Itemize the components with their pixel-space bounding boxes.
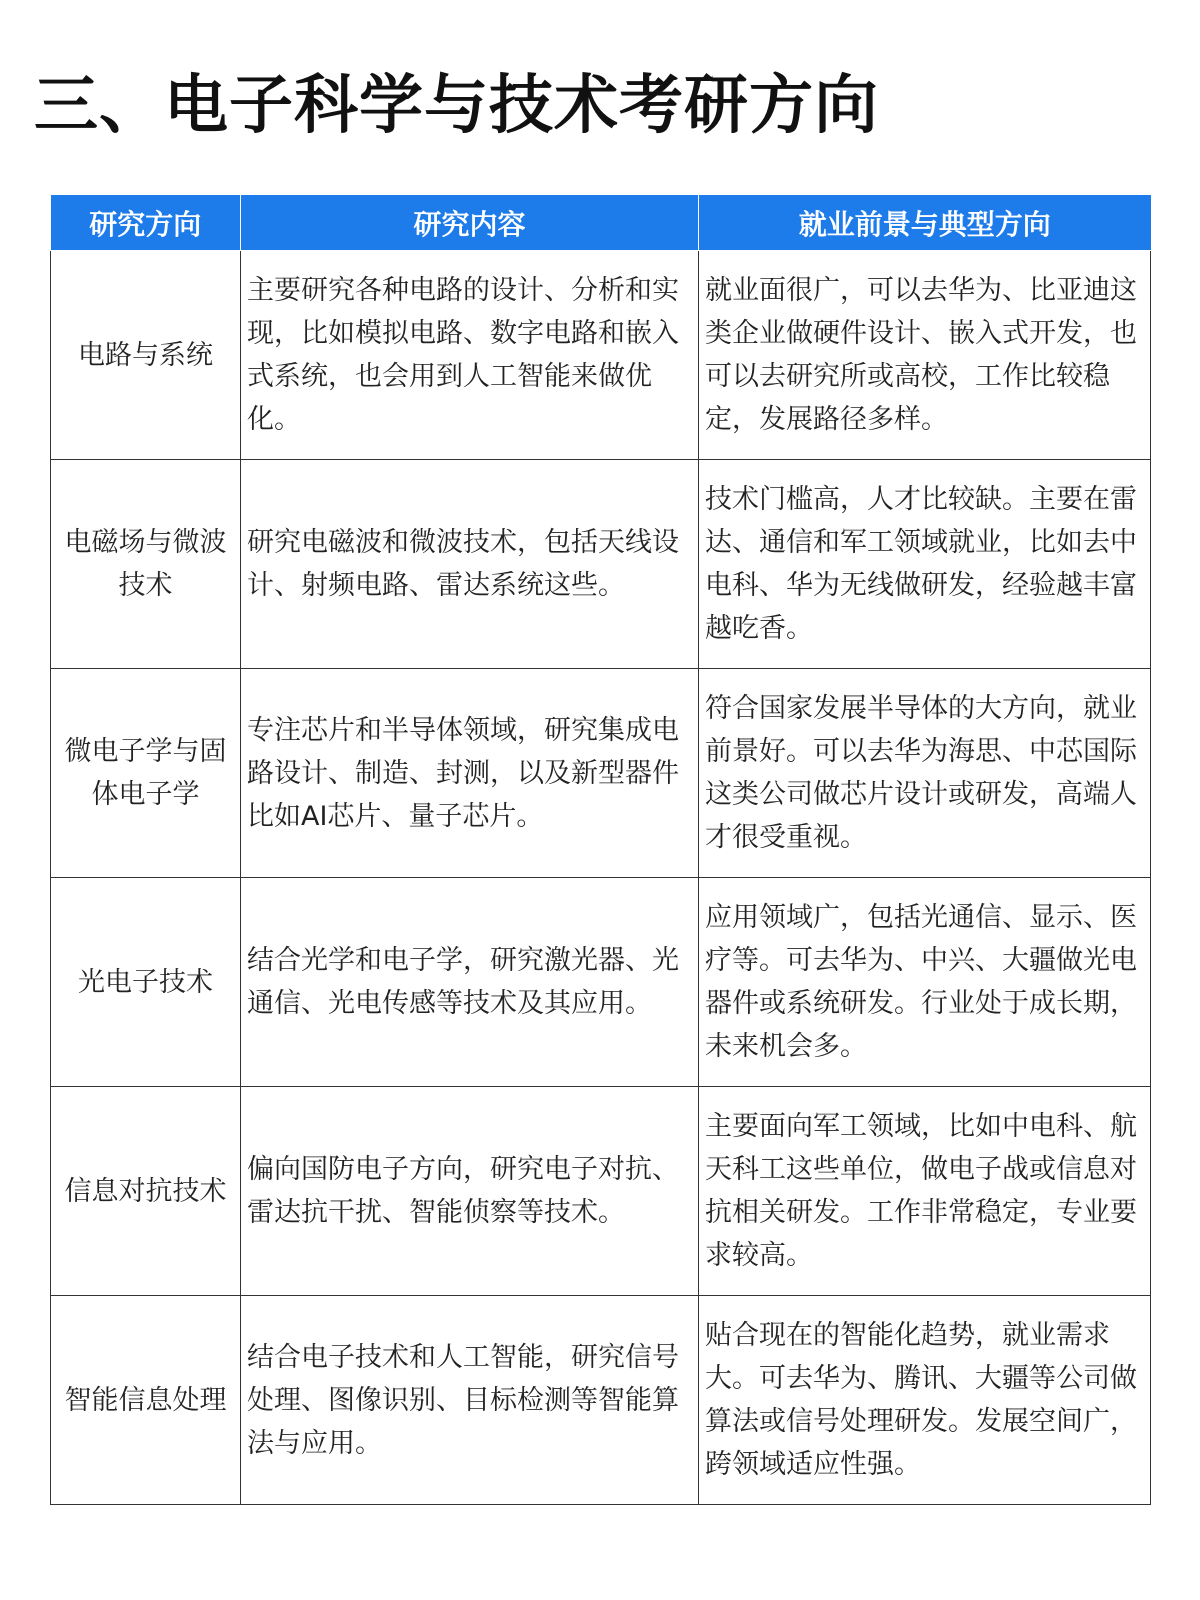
table-row xyxy=(51,878,1151,1087)
cell-content: 研究电磁波和微波技术，包括天线设计、射频电路、雷达系统这些。 xyxy=(241,460,699,669)
header-content: 研究内容 xyxy=(241,195,699,251)
table-row xyxy=(51,1296,1151,1505)
cell-direction: 智能信息处理 xyxy=(51,1296,241,1505)
research-directions-table-container xyxy=(50,195,1150,1505)
table-body xyxy=(51,251,1151,1505)
research-directions-table xyxy=(50,195,1151,1505)
cell-direction: 微电子学与固体电子学 xyxy=(51,669,241,878)
cell-content: 结合电子技术和人工智能，研究信号处理、图像识别、目标检测等智能算法与应用。 xyxy=(241,1296,699,1505)
cell-direction: 信息对抗技术 xyxy=(51,1087,241,1296)
table-header-row xyxy=(51,195,1151,251)
cell-career: 技术门槛高，人才比较缺。主要在雷达、通信和军工领域就业，比如去中电科、华为无线做研发，经验越丰富越吃香。 xyxy=(699,460,1151,669)
cell-direction: 电路与系统 xyxy=(51,251,241,460)
cell-career: 符合国家发展半导体的大方向，就业前景好。可以去华为海思、中芯国际这类公司做芯片设计或研发，高端人才很受重视。 xyxy=(699,669,1151,878)
cell-career: 主要面向军工领域，比如中电科、航天科工这些单位，做电子战或信息对抗相关研发。工作非常稳定，专业要求较高。 xyxy=(699,1087,1151,1296)
cell-direction: 电磁场与微波技术 xyxy=(51,460,241,669)
cell-content: 专注芯片和半导体领域，研究集成电路设计、制造、封测，以及新型器件比如AI芯片、量子芯片。 xyxy=(241,669,699,878)
cell-direction: 光电子技术 xyxy=(51,878,241,1087)
cell-career: 就业面很广，可以去华为、比亚迪这类企业做硬件设计、嵌入式开发，也可以去研究所或高校，工作比较稳定，发展路径多样。 xyxy=(699,251,1151,460)
page-title: 三、电子科学与技术考研方向 xyxy=(34,69,879,143)
header-direction: 研究方向 xyxy=(51,195,241,251)
header-career: 就业前景与典型方向 xyxy=(699,195,1151,251)
table-row xyxy=(51,251,1151,460)
cell-career: 贴合现在的智能化趋势，就业需求大。可去华为、腾讯、大疆等公司做算法或信号处理研发。发展空间广，跨领域适应性强。 xyxy=(699,1296,1151,1505)
table-header xyxy=(51,195,1151,251)
cell-content: 偏向国防电子方向，研究电子对抗、雷达抗干扰、智能侦察等技术。 xyxy=(241,1087,699,1296)
table-row xyxy=(51,460,1151,669)
cell-content: 结合光学和电子学，研究激光器、光通信、光电传感等技术及其应用。 xyxy=(241,878,699,1087)
table-row xyxy=(51,1087,1151,1296)
table-row xyxy=(51,669,1151,878)
cell-career: 应用领域广，包括光通信、显示、医疗等。可去华为、中兴、大疆做光电器件或系统研发。行业处于成长期，未来机会多。 xyxy=(699,878,1151,1087)
cell-content: 主要研究各种电路的设计、分析和实现，比如模拟电路、数字电路和嵌入式系统，也会用到人工智能来做优化。 xyxy=(241,251,699,460)
